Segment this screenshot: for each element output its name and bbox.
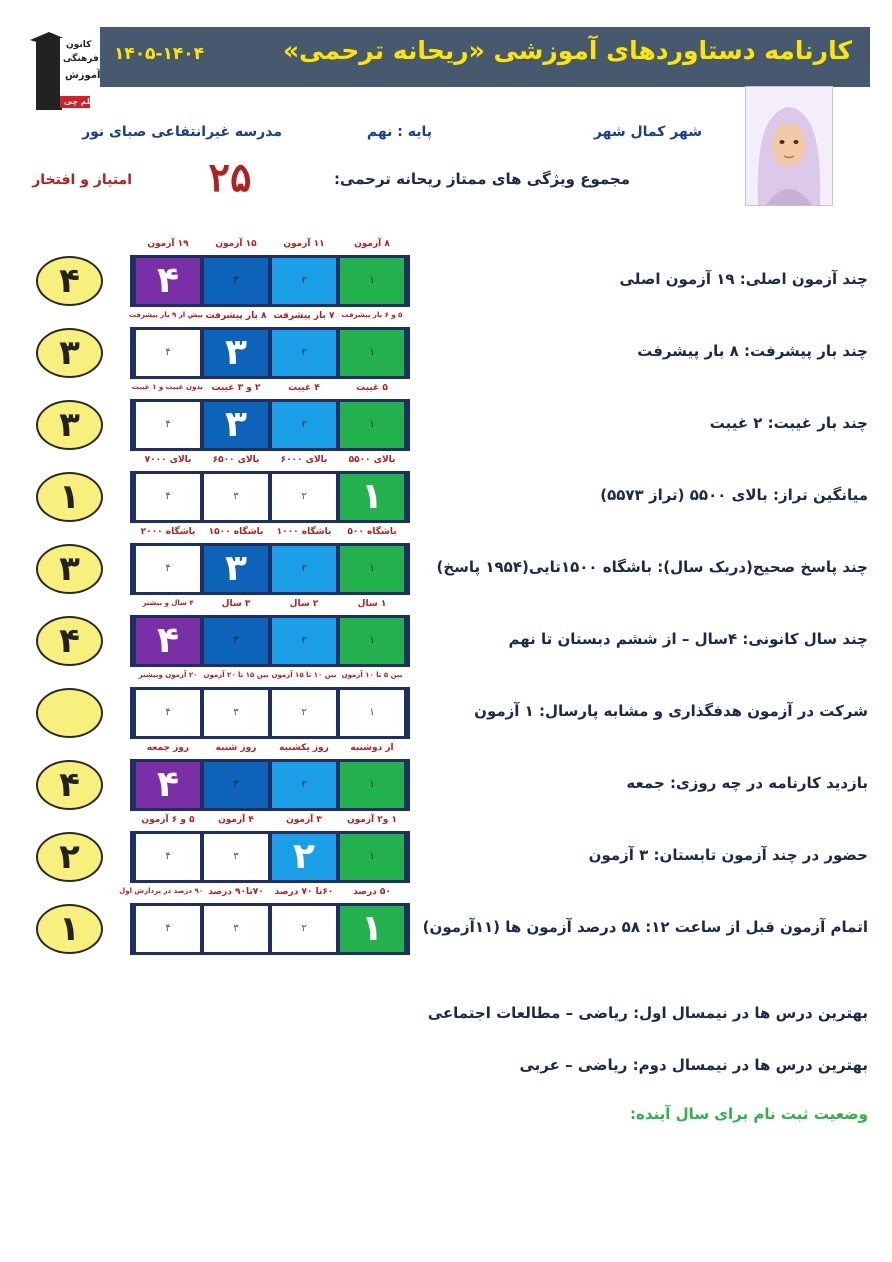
tier-cell: ۲ [272,402,336,448]
tier-cell: ۲ [272,330,336,376]
tier-cell: ۳ [204,906,268,952]
tier-label: باشگاه ۵۰۰ [347,527,397,537]
tier-label: بالای ۶۰۰۰ [280,455,328,465]
academic-years: ۱۴۰۵-۱۴۰۴ [114,44,205,64]
best-subjects-second-term: بهترین درس ها در نیمسال دوم: ریاضی – عربی [519,1056,868,1074]
tier-label: باشگاه ۲۰۰۰ [140,527,196,537]
tier-label: ۲ سال [289,599,319,609]
tier-cell: ۴ [136,258,200,304]
tier-cell: ۳ [204,834,268,880]
row-score-circle: ۴ [36,616,103,666]
tier-cell: ۳ [204,618,268,664]
tier-cell: ۴ [136,474,200,520]
tier-label: بین ۵ تا ۱۰ آزمون [341,671,403,679]
registration-status: وضعیت ثبت نام برای سال آینده: [630,1105,868,1123]
row-label: چند آزمون اصلی: ۱۹ آزمون اصلی [619,270,868,288]
tier-cell: ۱ [340,690,404,736]
row-score-circle: ۱ [36,472,103,522]
tier-box-row [130,759,410,811]
row-label: چند پاسخ صحیح(دریک سال): باشگاه ۱۵۰۰تایی(۱۹۵۴ پاسخ) [436,558,868,576]
grade-label: پایه : نهم [366,124,432,140]
tier-cell: ۴ [136,762,200,808]
row-score-circle: ۳ [36,328,103,378]
row-score-circle: ۴ [36,256,103,306]
tier-box-row [130,255,410,307]
tier-label: ۱۱ آزمون [283,239,325,249]
tier-cell: ۳ [204,258,268,304]
tier-cell: ۲ [272,762,336,808]
page-title: کارنامه دستاوردهای آموزشی «ریحانه ترحمی» [283,36,852,65]
row-score-circle: ۲ [36,832,103,882]
tier-cell: ۴ [136,402,200,448]
tier-label: ۳ سال [221,599,251,609]
row-score-circle: ۱ [36,904,103,954]
tier-cell: ۲ [272,834,336,880]
tier-cell: ۲ [272,546,336,592]
row-label: اتمام آزمون قبل از ساعت ۱۲: ۵۸ درصد آزمون ها (۱۱آزمون) [422,918,868,936]
kanoon-logo [30,28,101,110]
tier-cell: ۱ [340,330,404,376]
logo-line-2: فرهنگی [63,54,99,64]
tier-label: از دوشنبه [350,743,394,753]
row-score-circle [36,688,103,738]
tier-cell: ۱ [340,834,404,880]
tier-label: روز شنبه [215,743,257,753]
tier-label: ۱۹ آزمون [147,239,189,249]
tier-box-row [130,615,410,667]
tier-cell: ۱ [340,546,404,592]
tier-cell: ۳ [204,690,268,736]
score-caption: امتیاز و افتخار [32,172,132,188]
tier-label: ۹۰ درصد در پردازش اول [119,887,203,895]
tier-label: باشگاه ۱۵۰۰ [208,527,264,537]
tier-cell: ۱ [340,762,404,808]
tier-label: روز یکشنبه [279,743,329,753]
best-subjects-first-term: بهترین درس ها در نیمسال اول: ریاضی – مطالعات اجتماعی [427,1004,868,1022]
tier-cell: ۴ [136,906,200,952]
tier-label: باشگاه ۱۰۰۰ [276,527,332,537]
tier-label: بالای ۷۰۰۰ [144,455,192,465]
tier-label: ۶۰تا ۷۰ درصد [274,887,334,897]
tier-label: ۳ آزمون [286,815,322,825]
tier-cell: ۴ [136,618,200,664]
tier-label: بالای ۵۵۰۰ [348,455,396,465]
tier-box-row [130,327,410,379]
row-label: میانگین تراز: بالای ۵۵۰۰ (تراز ۵۵۷۳) [600,486,868,504]
logo-line-1: کانون [66,40,92,50]
tier-label: ۵ غیبت [356,383,388,393]
student-photo [745,86,833,206]
logo-line-3: آموزش [65,70,101,81]
tier-label: ۴ غیبت [288,383,320,393]
row-score-circle: ۳ [36,400,103,450]
row-label: بازدید کارنامه در چه روزی: جمعه [626,774,868,792]
row-label: شرکت در آزمون هدفگذاری و مشابه پارسال: ۱ آزمون [474,702,868,720]
tier-label: ۵ و ۶ آزمون [141,815,195,825]
tier-label: ۱ سال [357,599,387,609]
tier-box-row [130,471,410,523]
tier-label: ۱ و۲ آزمون [346,815,398,825]
tier-label: بین ۱۰ تا ۱۵ آزمون [271,671,337,679]
tier-label: ۵ و ۶ بار پیشرفت [341,311,403,319]
tier-box-row [130,903,410,955]
tier-label: ۲۰ آزمون وبیشتر [138,671,198,679]
tier-cell: ۲ [272,906,336,952]
tier-cell: ۴ [136,546,200,592]
logo-line-4: قلم چی [64,97,96,106]
total-score: ۲۵ [208,154,252,201]
tier-cell: ۳ [204,402,268,448]
city-label: شهر کمال شهر [593,124,702,140]
tier-label: ۲ و ۳ غیبت [211,383,261,393]
tier-label: بیش از ۹ بار پیشرفت [128,311,203,319]
tier-box-row [130,831,410,883]
tier-cell: ۳ [204,330,268,376]
tier-cell: ۴ [136,330,200,376]
tier-cell: ۲ [272,474,336,520]
tier-label: ۴ آزمون [218,815,254,825]
tier-cell: ۲ [272,618,336,664]
tier-cell: ۱ [340,474,404,520]
tier-cell: ۲ [272,690,336,736]
tier-box-row [130,543,410,595]
row-label: حضور در چند آزمون تابستان: ۳ آزمون [588,846,868,864]
tier-label: بالای ۶۵۰۰ [212,455,260,465]
school-label: مدرسه غیرانتفاعی صبای نور [82,124,282,140]
tier-label: بدون غیبت و ۱ غیبت [131,383,203,391]
tier-cell: ۲ [272,258,336,304]
tier-cell: ۱ [340,258,404,304]
tier-label: ۷ بار پیشرفت [273,311,335,321]
tier-cell: ۱ [340,906,404,952]
tier-cell: ۴ [136,834,200,880]
features-label: مجموع ویژگی های ممتاز ریحانه ترحمی: [333,170,630,188]
tier-cell: ۱ [340,402,404,448]
tier-label: ۱۵ آزمون [215,239,257,249]
tier-label: ۵۰ درصد [353,887,391,897]
tier-cell: ۳ [204,474,268,520]
student-portrait [746,87,832,205]
row-label: چند بار غیبت: ۲ غیبت [709,414,868,432]
tier-box-row [130,687,410,739]
tier-label: روز جمعه [146,743,190,753]
tier-label: بین ۱۵ تا ۲۰ آزمون [203,671,269,679]
row-label: چند سال کانونی: ۴سال – از ششم دبستان تا نهم [508,630,868,648]
tier-cell: ۴ [136,690,200,736]
tier-label: ۷۰تا۹۰ درصد [208,887,264,897]
tier-label: ۴ سال و بیشتر [142,599,194,607]
header-banner [100,27,870,87]
row-label: چند بار پیشرفت: ۸ بار پیشرفت [637,342,868,360]
tier-box-row [130,399,410,451]
tier-cell: ۳ [204,546,268,592]
tier-cell: ۱ [340,618,404,664]
row-score-circle: ۴ [36,760,103,810]
row-score-circle: ۳ [36,544,103,594]
tier-label: ۸ بار پیشرفت [205,311,267,321]
tier-label: ۸ آزمون [354,239,390,249]
tier-cell: ۳ [204,762,268,808]
